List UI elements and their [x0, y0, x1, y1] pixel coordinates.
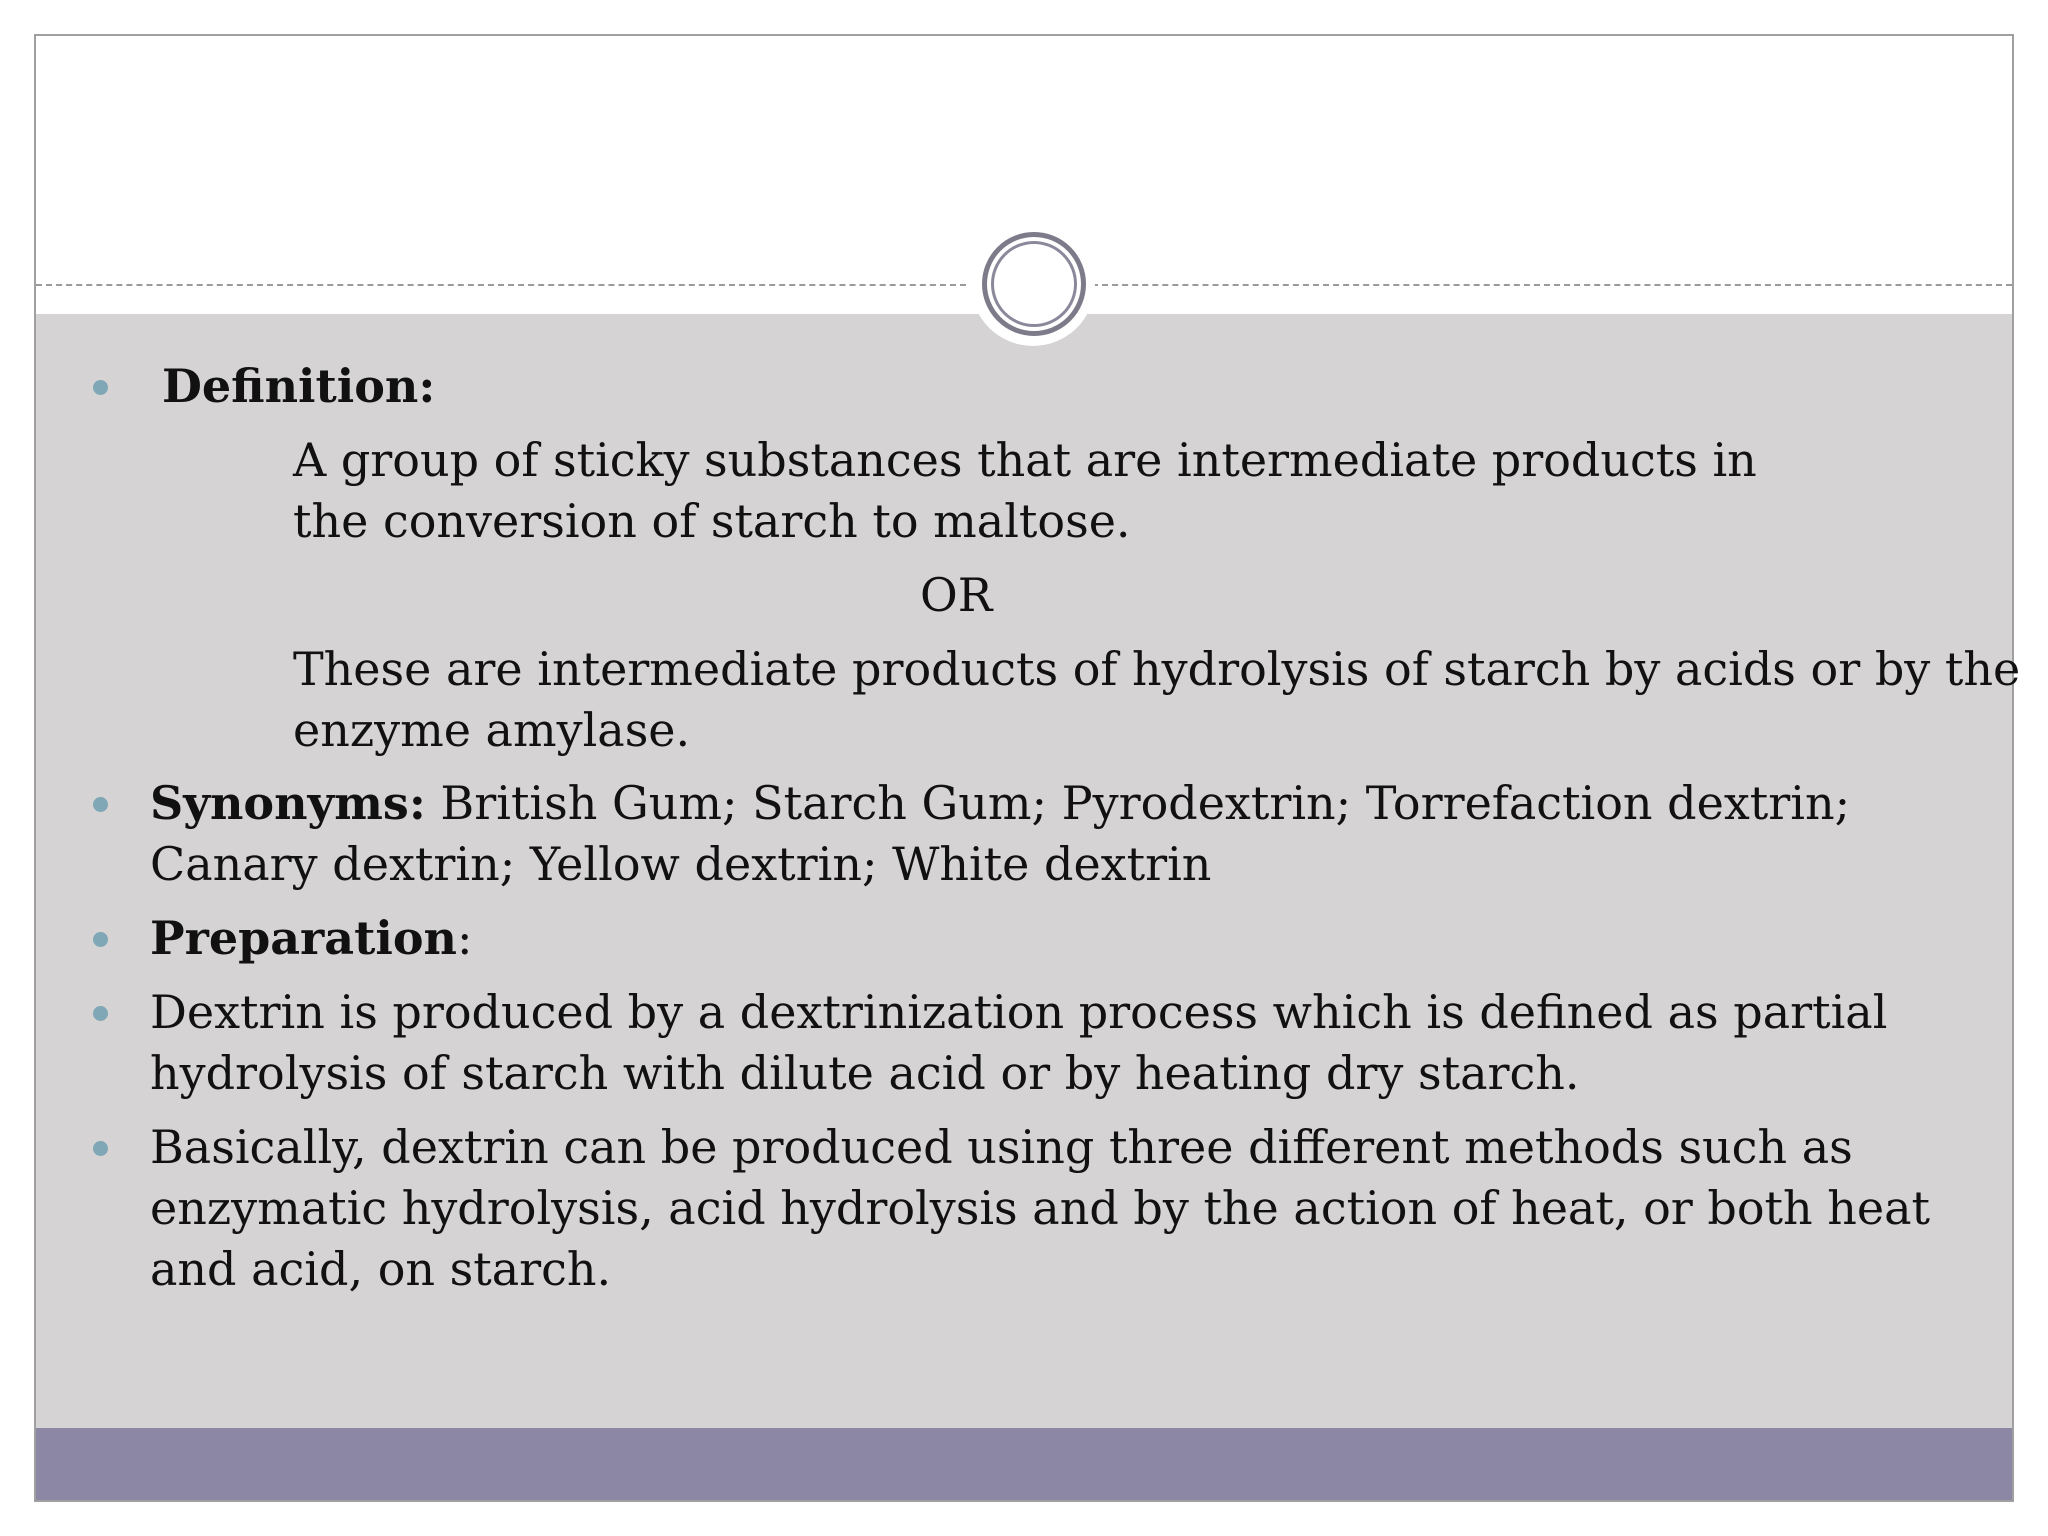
definition-alt-text-line: These are intermediate products of hydrolysis of starch by acids or by the [293, 642, 2021, 696]
synonyms-text-line: Canary dextrin; Yellow dextrin; White dextrin [150, 837, 1212, 891]
definition-alt-text-line: enzyme amylase. [293, 703, 691, 757]
dextrinization-text-line: Dextrin is produced by a dextrinization process which is defined as partial [150, 985, 1888, 1039]
definition-heading: Definition: [162, 359, 436, 413]
methods-text-line: enzymatic hydrolysis, acid hydrolysis and by the action of heat, or both heat [150, 1181, 1931, 1235]
methods-text-line: and acid, on starch. [150, 1242, 612, 1296]
methods-text-line: Basically, dextrin can be produced using three different methods such as [150, 1120, 1853, 1174]
definition-text-line: A group of sticky substances that are intermediate products in [293, 433, 1757, 487]
bullet-dot-icon [93, 1006, 108, 1021]
synonyms-line [150, 773, 1850, 834]
preparation-label: Preparation [150, 911, 457, 965]
definition-text-line: the conversion of starch to maltose. [293, 494, 1131, 548]
bullet-dot-icon [93, 932, 108, 947]
dextrinization-text-line: hydrolysis of starch with dilute acid or by heating dry starch. [150, 1046, 1580, 1100]
synonyms-text: British Gum; Starch Gum; Pyrodextrin; Torrefaction dextrin; [425, 776, 1851, 830]
synonyms-label: Synonyms: [150, 776, 426, 830]
preparation-heading [150, 908, 472, 969]
bullet-dot-icon [93, 1141, 108, 1156]
preparation-colon: : [456, 911, 473, 965]
bullet-dot-icon [93, 380, 108, 395]
definition-or: OR [920, 568, 993, 622]
bullet-dot-icon [93, 797, 108, 812]
